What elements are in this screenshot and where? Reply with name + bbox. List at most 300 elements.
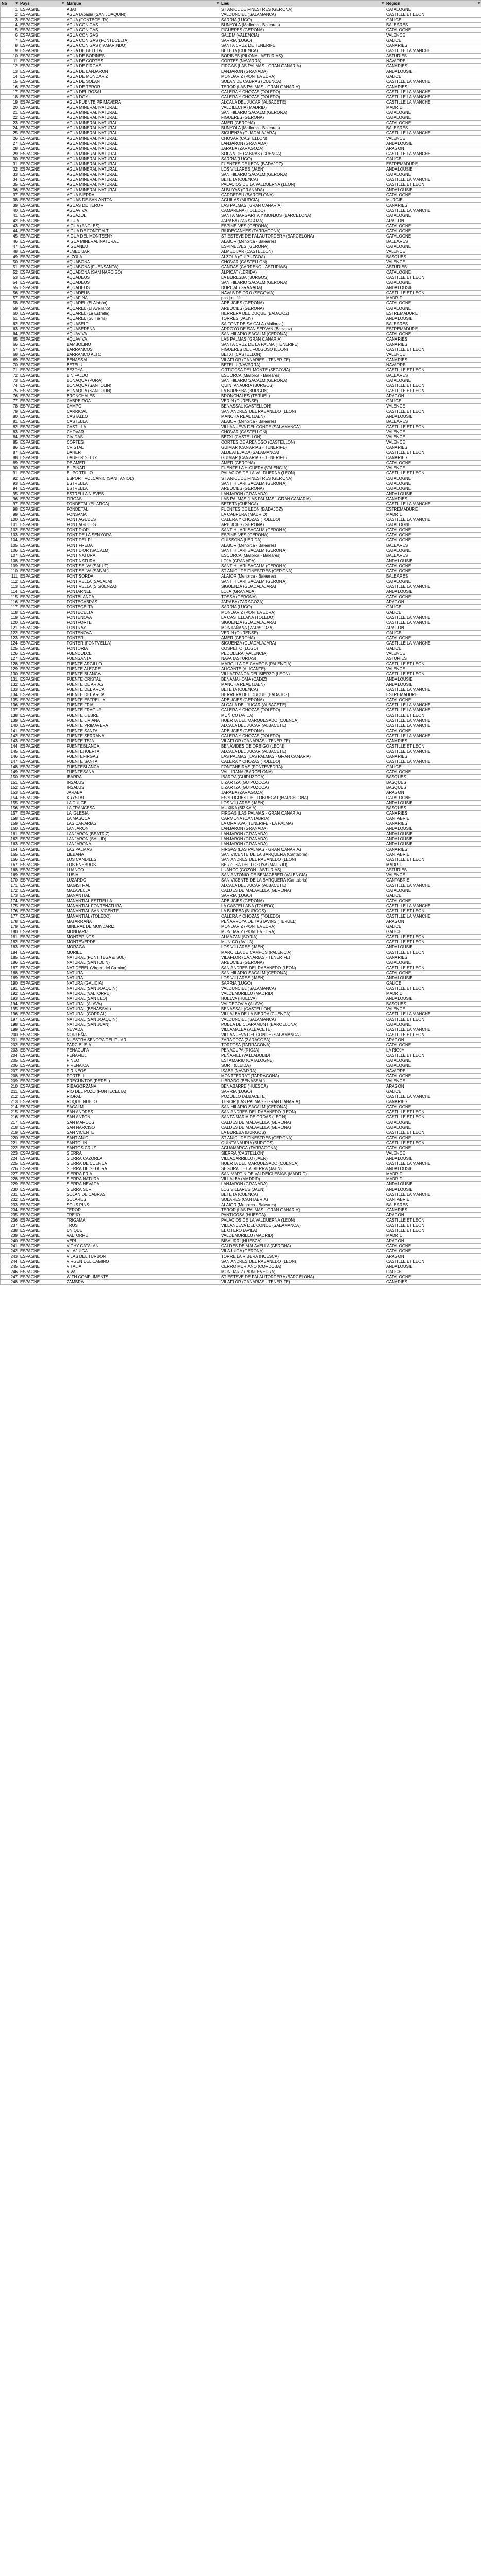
- cell-nb[interactable]: 64: [1, 332, 19, 337]
- cell-nb[interactable]: 97: [1, 502, 19, 507]
- cell-nb[interactable]: 167: [1, 862, 19, 868]
- cell-nb[interactable]: 222: [1, 1146, 19, 1151]
- cell-region[interactable]: BALEARES: [385, 553, 481, 558]
- cell-region[interactable]: GALICE: [385, 74, 481, 79]
- cell-pays[interactable]: ESPAGNE: [19, 584, 65, 589]
- cell-nb[interactable]: 153: [1, 790, 19, 795]
- cell-pays[interactable]: ESPAGNE: [19, 558, 65, 564]
- cell-nb[interactable]: 69: [1, 358, 19, 363]
- cell-lieu[interactable]: CALERA Y CHOZAS (TOLEDO): [220, 90, 385, 95]
- cell-lieu[interactable]: ALDEATEJADA (SALAMANCA): [220, 450, 385, 455]
- cell-pays[interactable]: ESPAGNE: [19, 1007, 65, 1012]
- cell-marque[interactable]: FUENTE DEL ARCA: [65, 687, 220, 692]
- cell-nb[interactable]: 88: [1, 455, 19, 461]
- cell-region[interactable]: CASTILLE ET LEON: [385, 1017, 481, 1022]
- cell-lieu[interactable]: FUENTES DE LEON (BADAJOZ): [220, 507, 385, 512]
- cell-region[interactable]: CATALOGNE: [385, 229, 481, 234]
- cell-region[interactable]: VALENCE: [385, 667, 481, 672]
- cell-marque[interactable]: ZAMBRA: [65, 1280, 220, 1285]
- cell-lieu[interactable]: LANJARON (GRANADA): [220, 842, 385, 847]
- cell-marque[interactable]: AQUADEUS: [65, 285, 220, 291]
- cell-nb[interactable]: 16: [1, 84, 19, 90]
- cell-marque[interactable]: FONTER: [65, 636, 220, 641]
- cell-lieu[interactable]: LIZARTZA (GUIPUZCOA): [220, 785, 385, 790]
- cell-lieu[interactable]: SANTA CRUZ DE LA PALMA (TENERIFE): [220, 342, 385, 347]
- cell-region[interactable]: CASTILLE ET LEON: [385, 471, 481, 476]
- cell-pays[interactable]: ESPAGNE: [19, 378, 65, 383]
- cell-lieu[interactable]: SANT HILARI SACALM (GERONA): [220, 548, 385, 553]
- cell-region[interactable]: CASTILLE LA MANCHE: [385, 584, 481, 589]
- cell-marque[interactable]: SIERRA NATURA: [65, 1177, 220, 1182]
- cell-lieu[interactable]: GUIMAR (CANARIAS - TENERIFE): [220, 455, 385, 461]
- cell-region[interactable]: CANARIES: [385, 754, 481, 759]
- cell-region[interactable]: GALICE: [385, 157, 481, 162]
- cell-nb[interactable]: 169: [1, 873, 19, 878]
- cell-lieu[interactable]: LAS PALMAS (GRAN CANARIA): [220, 203, 385, 208]
- cell-nb[interactable]: 12: [1, 64, 19, 69]
- cell-nb[interactable]: 20: [1, 105, 19, 110]
- cell-nb[interactable]: 2: [1, 12, 19, 18]
- cell-region[interactable]: MADRID: [385, 1233, 481, 1239]
- cell-nb[interactable]: 196: [1, 1012, 19, 1017]
- cell-region[interactable]: ANDALOUSIE: [385, 832, 481, 837]
- cell-lieu[interactable]: FUENTE LA HIGUERA (VALENCIA): [220, 466, 385, 471]
- cell-marque[interactable]: FONDETAL (EL ARCA): [65, 502, 220, 507]
- cell-region[interactable]: MURCIE: [385, 198, 481, 203]
- cell-region[interactable]: VALENCE: [385, 404, 481, 409]
- cell-region[interactable]: CASTILLE ET LEON: [385, 713, 481, 718]
- cell-marque[interactable]: FONT AGUDES: [65, 517, 220, 522]
- cell-pays[interactable]: ESPAGNE: [19, 7, 65, 12]
- cell-marque[interactable]: MATARRAÑA: [65, 919, 220, 924]
- cell-marque[interactable]: FONT VELLA (SACALM): [65, 579, 220, 584]
- cell-lieu[interactable]: VALLIRANA (BARCELONA): [220, 770, 385, 775]
- cell-marque[interactable]: FUENTE PRIMAVERA: [65, 723, 220, 728]
- cell-pays[interactable]: ESPAGNE: [19, 1264, 65, 1269]
- cell-pays[interactable]: ESPAGNE: [19, 873, 65, 878]
- cell-marque[interactable]: CAMPO: [65, 404, 220, 409]
- cell-pays[interactable]: ESPAGNE: [19, 1069, 65, 1074]
- cell-nb[interactable]: 11: [1, 59, 19, 64]
- cell-nb[interactable]: 229: [1, 1182, 19, 1187]
- cell-region[interactable]: CASTILLE LA MANCHE: [385, 177, 481, 182]
- cell-nb[interactable]: 6: [1, 33, 19, 38]
- cell-lieu[interactable]: ESTAMARIU (CATALOGNE): [220, 1058, 385, 1063]
- cell-lieu[interactable]: PENACUPA (RIOJA): [220, 1048, 385, 1053]
- cell-marque[interactable]: LOS CANDILES: [65, 857, 220, 862]
- cell-pays[interactable]: ESPAGNE: [19, 100, 65, 105]
- cell-nb[interactable]: 78: [1, 404, 19, 409]
- cell-lieu[interactable]: LOS VILLARES (JAEN): [220, 945, 385, 950]
- cell-region[interactable]: CASTILLE LA MANCHE: [385, 734, 481, 739]
- cell-pays[interactable]: ESPAGNE: [19, 321, 65, 327]
- cell-marque[interactable]: PIRENAICA: [65, 1063, 220, 1069]
- cell-marque[interactable]: FUENTE DEL ARCA: [65, 692, 220, 698]
- cell-nb[interactable]: 203: [1, 1048, 19, 1053]
- cell-nb[interactable]: 118: [1, 610, 19, 615]
- cell-marque[interactable]: AGUA (FONTECELTA): [65, 18, 220, 23]
- cell-nb[interactable]: 244: [1, 1259, 19, 1264]
- cell-marque[interactable]: MALAVELLA: [65, 888, 220, 893]
- cell-region[interactable]: CATALOGNE: [385, 728, 481, 734]
- cell-nb[interactable]: 206: [1, 1063, 19, 1069]
- cell-pays[interactable]: ESPAGNE: [19, 816, 65, 821]
- cell-marque[interactable]: FUENTE ESTRELLA: [65, 698, 220, 703]
- cell-region[interactable]: CATALOGNE: [385, 888, 481, 893]
- cell-pays[interactable]: ESPAGNE: [19, 1105, 65, 1110]
- cell-region[interactable]: ARAGON: [385, 919, 481, 924]
- cell-marque[interactable]: AGUA MINERAL NATURAL: [65, 172, 220, 177]
- cell-lieu[interactable]: ARBUCIES (GERONA): [220, 522, 385, 528]
- cell-marque[interactable]: SOLARES: [65, 1197, 220, 1202]
- cell-pays[interactable]: ESPAGNE: [19, 564, 65, 569]
- cell-marque[interactable]: MINERAL DE MONDARIZ: [65, 924, 220, 929]
- cell-nb[interactable]: 221: [1, 1141, 19, 1146]
- cell-nb[interactable]: 148: [1, 765, 19, 770]
- cell-marque[interactable]: AGUA DE LANJARON: [65, 69, 220, 74]
- cell-region[interactable]: ANDALOUSIE: [385, 837, 481, 842]
- cell-pays[interactable]: ESPAGNE: [19, 703, 65, 708]
- cell-pays[interactable]: ESPAGNE: [19, 857, 65, 862]
- cell-marque[interactable]: BARRANCO ALTO: [65, 352, 220, 358]
- cell-pays[interactable]: ESPAGNE: [19, 641, 65, 646]
- cell-region[interactable]: ANDALOUSIE: [385, 1264, 481, 1269]
- cell-nb[interactable]: 47: [1, 244, 19, 249]
- cell-region[interactable]: ANDALOUSIE: [385, 1166, 481, 1172]
- cell-nb[interactable]: 54: [1, 280, 19, 285]
- cell-nb[interactable]: 35: [1, 182, 19, 188]
- cell-nb[interactable]: 129: [1, 667, 19, 672]
- cell-marque[interactable]: ESPORT VOLCANIC (SANT ANIOL): [65, 476, 220, 481]
- cell-nb[interactable]: 108: [1, 558, 19, 564]
- cell-region[interactable]: BASQUES: [385, 775, 481, 780]
- cell-nb[interactable]: 201: [1, 1038, 19, 1043]
- cell-pays[interactable]: ESPAGNE: [19, 1172, 65, 1177]
- cell-region[interactable]: CATALOGNE: [385, 121, 481, 126]
- cell-lieu[interactable]: SANTA MARGARITA Y MONJOS (BARCELONA): [220, 213, 385, 218]
- cell-nb[interactable]: 165: [1, 852, 19, 857]
- cell-pays[interactable]: ESPAGNE: [19, 1249, 65, 1254]
- cell-nb[interactable]: 52: [1, 270, 19, 275]
- cell-nb[interactable]: 174: [1, 899, 19, 904]
- cell-lieu[interactable]: ESCORCA (Mallorca - Baleares): [220, 373, 385, 378]
- cell-pays[interactable]: ESPAGNE: [19, 409, 65, 414]
- cell-nb[interactable]: 220: [1, 1136, 19, 1141]
- cell-marque[interactable]: AGUA DE SOLAN: [65, 79, 220, 84]
- cell-region[interactable]: ANDALOUSIE: [385, 141, 481, 146]
- cell-marque[interactable]: AGUA MINERAL NATURAL: [65, 146, 220, 151]
- cell-pays[interactable]: ESPAGNE: [19, 404, 65, 409]
- cell-region[interactable]: CATALOGNE: [385, 564, 481, 569]
- cell-lieu[interactable]: FIRGAS (LAS PALMAS - GRAN CANARIA): [220, 811, 385, 816]
- cell-pays[interactable]: ESPAGNE: [19, 1223, 65, 1228]
- cell-nb[interactable]: 5: [1, 28, 19, 33]
- cell-marque[interactable]: AQUASELT: [65, 321, 220, 327]
- cell-pays[interactable]: ESPAGNE: [19, 455, 65, 461]
- cell-marque[interactable]: ABAT: [65, 7, 220, 12]
- cell-region[interactable]: NAVARRE: [385, 1069, 481, 1074]
- cell-region[interactable]: GALICE: [385, 893, 481, 899]
- cell-pays[interactable]: ESPAGNE: [19, 59, 65, 64]
- cell-nb[interactable]: 164: [1, 847, 19, 852]
- cell-region[interactable]: MADRID: [385, 862, 481, 868]
- cell-region[interactable]: CATALOGNE: [385, 1275, 481, 1280]
- cell-lieu[interactable]: HUELVA (HUELVA): [220, 996, 385, 1002]
- cell-pays[interactable]: ESPAGNE: [19, 960, 65, 965]
- cell-lieu[interactable]: SAN ANDRES DEL RABANEDO (LEON): [220, 965, 385, 971]
- cell-pays[interactable]: ESPAGNE: [19, 543, 65, 548]
- cell-lieu[interactable]: MANCHA REAL (JAEN): [220, 414, 385, 419]
- cell-region[interactable]: VALENCE: [385, 136, 481, 141]
- cell-region[interactable]: CASTILLE LA MANCHE: [385, 517, 481, 522]
- cell-pays[interactable]: ESPAGNE: [19, 605, 65, 610]
- cell-region[interactable]: MADRID: [385, 105, 481, 110]
- cell-pays[interactable]: ESPAGNE: [19, 18, 65, 23]
- cell-nb[interactable]: 131: [1, 677, 19, 682]
- cell-marque[interactable]: FONTENOVA: [65, 615, 220, 620]
- cell-marque[interactable]: AGUA FUENTE PRIMAVERA: [65, 100, 220, 105]
- cell-region[interactable]: CATALOGNE: [385, 899, 481, 904]
- cell-nb[interactable]: 168: [1, 868, 19, 873]
- cell-lieu[interactable]: SAN HILARIO SACALM (GERONA): [220, 172, 385, 177]
- cell-region[interactable]: VALENCE: [385, 873, 481, 878]
- cell-nb[interactable]: 31: [1, 162, 19, 167]
- cell-nb[interactable]: 23: [1, 121, 19, 126]
- cell-nb[interactable]: 14: [1, 74, 19, 79]
- cell-lieu[interactable]: MONDARIZ (PONTEVEDRA): [220, 1269, 385, 1275]
- cell-pays[interactable]: ESPAGNE: [19, 589, 65, 595]
- cell-marque[interactable]: FUENTE FRIA: [65, 703, 220, 708]
- cell-marque[interactable]: KRYSTAL: [65, 795, 220, 801]
- cell-pays[interactable]: ESPAGNE: [19, 327, 65, 332]
- cell-lieu[interactable]: PEDOLERA (VALENCIA): [220, 651, 385, 656]
- cell-region[interactable]: ESTREMADURE: [385, 327, 481, 332]
- cell-region[interactable]: CASTILLE ET LEON: [385, 291, 481, 296]
- cell-nb[interactable]: 10: [1, 54, 19, 59]
- cell-nb[interactable]: 68: [1, 352, 19, 358]
- cell-lieu[interactable]: AGUILAS (MURCIA): [220, 198, 385, 203]
- cell-region[interactable]: BALEARES: [385, 239, 481, 244]
- cell-region[interactable]: ESTREMADURE: [385, 162, 481, 167]
- cell-pays[interactable]: ESPAGNE: [19, 224, 65, 229]
- cell-region[interactable]: VALENCE: [385, 249, 481, 255]
- cell-region[interactable]: GALICE: [385, 1089, 481, 1094]
- cell-nb[interactable]: 166: [1, 857, 19, 862]
- cell-marque[interactable]: AGUA CON GAS: [65, 28, 220, 33]
- cell-nb[interactable]: 121: [1, 625, 19, 631]
- cell-nb[interactable]: 179: [1, 924, 19, 929]
- cell-lieu[interactable]: SOLAN DE CABRAS (CUENCA): [220, 151, 385, 157]
- cell-marque[interactable]: FONT FREDA: [65, 543, 220, 548]
- cell-region[interactable]: GALICE: [385, 765, 481, 770]
- cell-region[interactable]: CATALOGNE: [385, 280, 481, 285]
- cell-lieu[interactable]: CALERA Y CHOZAS (TOLEDO): [220, 517, 385, 522]
- cell-marque[interactable]: AGUA DEL ROSAL: [65, 90, 220, 95]
- cell-lieu[interactable]: VILAFLOR (CANARIAS - TENERIFE): [220, 955, 385, 960]
- cell-marque[interactable]: AQUADEUS: [65, 291, 220, 296]
- cell-region[interactable]: CATALOGNE: [385, 1125, 481, 1130]
- cell-region[interactable]: CASTILLE ET LEON: [385, 1110, 481, 1115]
- cell-pays[interactable]: ESPAGNE: [19, 435, 65, 440]
- cell-nb[interactable]: 223: [1, 1151, 19, 1156]
- cell-lieu[interactable]: FIGUERES (GERONA): [220, 115, 385, 121]
- cell-lieu[interactable]: ESPINELVES (GERONA): [220, 244, 385, 249]
- cell-pays[interactable]: ESPAGNE: [19, 1094, 65, 1099]
- cell-marque[interactable]: LANJARON: [65, 826, 220, 832]
- cell-marque[interactable]: LANJARONA: [65, 842, 220, 847]
- cell-lieu[interactable]: MONDARIZ (PONTEVEDRA): [220, 929, 385, 935]
- cell-marque[interactable]: LUSIA: [65, 873, 220, 878]
- cell-lieu[interactable]: VILAFLOR (CANARIAS - TENERIFE): [220, 739, 385, 744]
- cell-region[interactable]: CATALOGNE: [385, 332, 481, 337]
- cell-marque[interactable]: WITH COMPLIMENTS: [65, 1275, 220, 1280]
- cell-nb[interactable]: 247: [1, 1275, 19, 1280]
- cell-region[interactable]: CATALOGNE: [385, 569, 481, 574]
- cell-pays[interactable]: ESPAGNE: [19, 553, 65, 558]
- cell-region[interactable]: MADRID: [385, 296, 481, 301]
- cell-marque[interactable]: AQUAVIVA: [65, 332, 220, 337]
- cell-lieu[interactable]: ALCALA DEL JUCAR (ALBACETE): [220, 100, 385, 105]
- cell-lieu[interactable]: CHOVAR (CASTELLON): [220, 260, 385, 265]
- cell-nb[interactable]: 41: [1, 213, 19, 218]
- cell-lieu[interactable]: ARBUCIES (GERONA): [220, 301, 385, 306]
- cell-marque[interactable]: CARRICAL: [65, 409, 220, 414]
- cell-pays[interactable]: ESPAGNE: [19, 208, 65, 213]
- cell-marque[interactable]: AGUA MINERAL NATURAL: [65, 157, 220, 162]
- cell-marque[interactable]: AGUA CON GAS (TAMARINDO): [65, 43, 220, 48]
- cell-region[interactable]: CATALOGNE: [385, 636, 481, 641]
- cell-region[interactable]: CASTILLE ET LEON: [385, 425, 481, 430]
- cell-nb[interactable]: 231: [1, 1192, 19, 1197]
- cell-region[interactable]: CASTILLE LA MANCHE: [385, 759, 481, 765]
- cell-marque[interactable]: FUENTEFIRGAS: [65, 754, 220, 759]
- cell-pays[interactable]: ESPAGNE: [19, 698, 65, 703]
- cell-region[interactable]: CATALOGNE: [385, 1136, 481, 1141]
- cell-pays[interactable]: ESPAGNE: [19, 801, 65, 806]
- cell-nb[interactable]: 86: [1, 445, 19, 450]
- cell-marque[interactable]: ALMEDIJAR: [65, 249, 220, 255]
- cell-pays[interactable]: ESPAGNE: [19, 285, 65, 291]
- cell-marque[interactable]: AGUA MINERAL NATURAL: [65, 151, 220, 157]
- cell-region[interactable]: VALENCE: [385, 430, 481, 435]
- cell-pays[interactable]: ESPAGNE: [19, 28, 65, 33]
- cell-marque[interactable]: RIBAGORZANA: [65, 1084, 220, 1089]
- cell-pays[interactable]: ESPAGNE: [19, 414, 65, 419]
- cell-nb[interactable]: 246: [1, 1269, 19, 1275]
- cell-nb[interactable]: 100: [1, 517, 19, 522]
- cell-marque[interactable]: SOLAN DE CABRAS: [65, 1192, 220, 1197]
- cell-nb[interactable]: 89: [1, 461, 19, 466]
- cell-marque[interactable]: NATURA: [65, 971, 220, 976]
- cell-lieu[interactable]: BERZOSA DEL LOZOYA (MADRID): [220, 862, 385, 868]
- cell-region[interactable]: CASTILLE ET LEON: [385, 940, 481, 945]
- cell-region[interactable]: CASTILLE ET LEON: [385, 857, 481, 862]
- cell-region[interactable]: CASTILLE LA MANCHE: [385, 1161, 481, 1166]
- cell-nb[interactable]: 188: [1, 971, 19, 976]
- cell-region[interactable]: BASQUES: [385, 806, 481, 811]
- cell-region[interactable]: CANARIES: [385, 811, 481, 816]
- cell-nb[interactable]: 190: [1, 981, 19, 986]
- cell-lieu[interactable]: ISABA (NAVARRA): [220, 1069, 385, 1074]
- cell-region[interactable]: CATALOGNE: [385, 481, 481, 486]
- cell-region[interactable]: NAVARRE: [385, 59, 481, 64]
- cell-region[interactable]: CATALOGNE: [385, 538, 481, 543]
- cell-lieu[interactable]: VILAJUIGA (GERONA): [220, 1249, 385, 1254]
- cell-region[interactable]: CANARIES: [385, 955, 481, 960]
- cell-nb[interactable]: 151: [1, 780, 19, 785]
- cell-pays[interactable]: ESPAGNE: [19, 115, 65, 121]
- cell-region[interactable]: CASTILLE LA MANCHE: [385, 100, 481, 105]
- cell-marque[interactable]: AGUA DE TEROR: [65, 84, 220, 90]
- cell-pays[interactable]: ESPAGNE: [19, 615, 65, 620]
- cell-pays[interactable]: ESPAGNE: [19, 79, 65, 84]
- cell-marque[interactable]: VICHY CATALAN: [65, 1244, 220, 1249]
- cell-lieu[interactable]: LIBRADO (BENASSAL): [220, 1079, 385, 1084]
- cell-region[interactable]: CATALOGNE: [385, 110, 481, 115]
- cell-nb[interactable]: 219: [1, 1130, 19, 1136]
- cell-lieu[interactable]: IBARRA (GUIPUZCOA): [220, 775, 385, 780]
- cell-lieu[interactable]: TORRES (JAEN): [220, 316, 385, 321]
- cell-region[interactable]: CATALOGNE: [385, 306, 481, 311]
- cell-nb[interactable]: 84: [1, 435, 19, 440]
- cell-marque[interactable]: LANJARON (BEATRIZ): [65, 832, 220, 837]
- cell-pays[interactable]: ESPAGNE: [19, 631, 65, 636]
- cell-marque[interactable]: AQUAFINA: [65, 296, 220, 301]
- cell-nb[interactable]: 77: [1, 399, 19, 404]
- cell-marque[interactable]: FONT D'OR: [65, 528, 220, 533]
- cell-pays[interactable]: ESPAGNE: [19, 1177, 65, 1182]
- cell-marque[interactable]: AGUA CON GAS (FONTECELTA): [65, 38, 220, 43]
- cell-pays[interactable]: ESPAGNE: [19, 950, 65, 955]
- cell-nb[interactable]: 94: [1, 486, 19, 492]
- cell-nb[interactable]: 213: [1, 1099, 19, 1105]
- cell-nb[interactable]: 76: [1, 394, 19, 399]
- cell-nb[interactable]: 8: [1, 43, 19, 48]
- cell-nb[interactable]: 83: [1, 430, 19, 435]
- cell-nb[interactable]: 183: [1, 945, 19, 950]
- cell-marque[interactable]: LUZARDO: [65, 878, 220, 883]
- cell-pays[interactable]: ESPAGNE: [19, 986, 65, 991]
- cell-lieu[interactable]: COSPEITO (LUGO): [220, 646, 385, 651]
- cell-pays[interactable]: ESPAGNE: [19, 419, 65, 425]
- cell-pays[interactable]: ESPAGNE: [19, 940, 65, 945]
- cell-lieu[interactable]: VALDEMORILLO (MADRID): [220, 991, 385, 996]
- cell-lieu[interactable]: ST ESTEVE DE PALAUTORDERA (BARCELONA): [220, 234, 385, 239]
- cell-nb[interactable]: 198: [1, 1022, 19, 1027]
- cell-marque[interactable]: AGUA DOY: [65, 95, 220, 100]
- cell-nb[interactable]: 181: [1, 935, 19, 940]
- cell-nb[interactable]: 80: [1, 414, 19, 419]
- cell-region[interactable]: CASTILLE LA MANCHE: [385, 708, 481, 713]
- cell-region[interactable]: CASTILLE LA MANCHE: [385, 131, 481, 136]
- cell-marque[interactable]: CRISTAL: [65, 445, 220, 450]
- cell-nb[interactable]: 197: [1, 1017, 19, 1022]
- cell-region[interactable]: MADRID: [385, 1177, 481, 1182]
- cell-region[interactable]: GALICE: [385, 981, 481, 986]
- cell-lieu[interactable]: TORTOSA (TARRAGONA): [220, 1043, 385, 1048]
- cell-lieu[interactable]: JARABA (ZARAGOZA): [220, 600, 385, 605]
- cell-lieu[interactable]: SOLARES (CANTABRIA): [220, 1197, 385, 1202]
- cell-region[interactable]: CASTILLE LA MANCHE: [385, 502, 481, 507]
- cell-pays[interactable]: ESPAGNE: [19, 811, 65, 816]
- cell-nb[interactable]: 226: [1, 1166, 19, 1172]
- cell-pays[interactable]: ESPAGNE: [19, 687, 65, 692]
- cell-nb[interactable]: 214: [1, 1105, 19, 1110]
- cell-lieu[interactable]: MONDARIZ (PONTEVEDRA): [220, 924, 385, 929]
- cell-marque[interactable]: FONT VELLA (SIGÜENZA): [65, 584, 220, 589]
- cell-marque[interactable]: AGUA MINERAL NATURAL: [65, 121, 220, 126]
- cell-pays[interactable]: ESPAGNE: [19, 1141, 65, 1146]
